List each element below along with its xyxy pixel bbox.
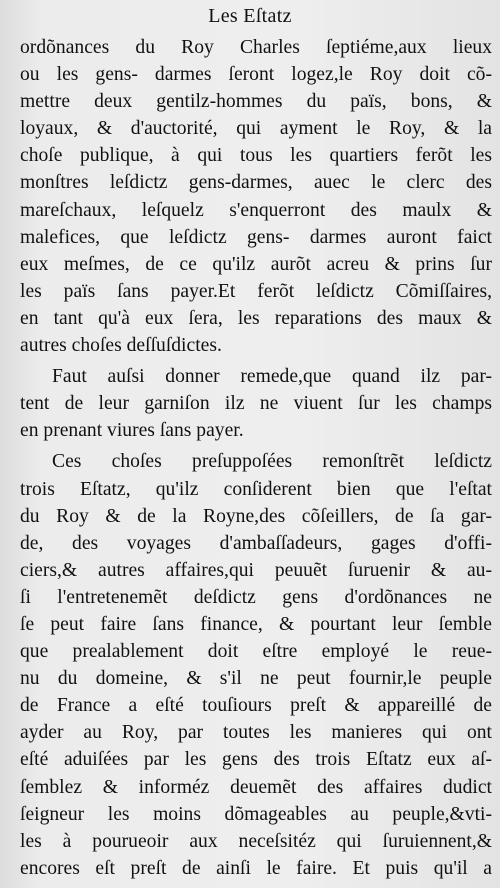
running-head: Les Eſtatz (208, 5, 292, 27)
text-line: ſe peut faire ſans finance, & pourtant leur ſemble (20, 613, 492, 635)
text-line: malefices, que leſdictz gens- darmes auront faict (20, 226, 492, 248)
text-line: loyaux, & d'auctorité, qui ayment le Roy, & la (20, 118, 492, 140)
text-line: Faut auſsi donner remede,que quand ilz par- (52, 366, 492, 388)
text-line: ou les gens- darmes ſeront logez,le Roy doit cõ- (20, 64, 492, 86)
text-line: en tant qu'à eux ſera, les reparations des maux & (20, 307, 492, 329)
body-text (20, 34, 492, 882)
text-line: ſi l'entretenemẽt deſdictz gens d'ordõnances ne (20, 586, 492, 608)
text-line: encores eſt preſt de ainſi le faire. Et puis qu'il a (20, 857, 492, 879)
text-line: nu du domeine, & s'il ne peut fournir,le peuple (20, 668, 492, 690)
text-line: eſté aduiſées par les gens des trois Eſtatz eux aſ- (20, 749, 492, 771)
text-line: que prealablement doit eſtre employé le reue- (20, 641, 492, 663)
text-line: ciers,& autres affaires,qui peuuẽt ſuruenir & au- (20, 559, 492, 581)
text-line: eux meſmes, de ce qu'ilz aurõt acreu & prins ſur (20, 253, 492, 275)
text-line: trois Eſtatz, qu'ilz conſiderent bien que l'eſtat (20, 478, 492, 500)
text-line: en prenant viures ſans payer. (20, 420, 244, 442)
text-line: monſtres leſdictz gens-darmes, auec le clerc des (20, 172, 492, 194)
text-line: les à pourueoir aux neceſsitéz qui ſuruiennent,& (20, 830, 492, 852)
text-line: ordõnances du Roy Charles ſeptiéme,aux lieux (20, 37, 492, 58)
text-line: tent de leur garniſon ilz ne viuent ſur les champs (20, 393, 492, 415)
text-line: choſe publique, à qui tous les quartiers ferõt les (20, 145, 492, 167)
text-line: ſeigneur les moins dõmageables au peuple,&vti- (20, 803, 492, 825)
text-line: mettre deux gentilz-hommes du païs, bons, & (20, 91, 492, 113)
text-line: autres choſes deſſuſdictes. (20, 335, 222, 357)
text-line: de France a eſté touſiours preſt & appareillé de (20, 695, 492, 717)
text-line: les païs ſans payer.Et ferõt leſdictz Cõmiſſaires, (20, 280, 492, 302)
text-line: ſemblez & informéz deuemẽt des affaires dudict (20, 776, 492, 798)
text-line: Ces choſes preſuppoſées remonſtrẽt leſdictz (52, 451, 492, 473)
text-line: de, des voyages d'ambaſſadeurs, gages d'offi- (20, 532, 492, 554)
text-line: ayder au Roy, par toutes les manieres qui ont (20, 722, 492, 744)
text-line: mareſchaux, leſquelz s'enquerront des maulx & (20, 199, 492, 221)
text-line: du Roy & de la Royne,des cõſeillers, de ſa gar- (20, 505, 492, 527)
